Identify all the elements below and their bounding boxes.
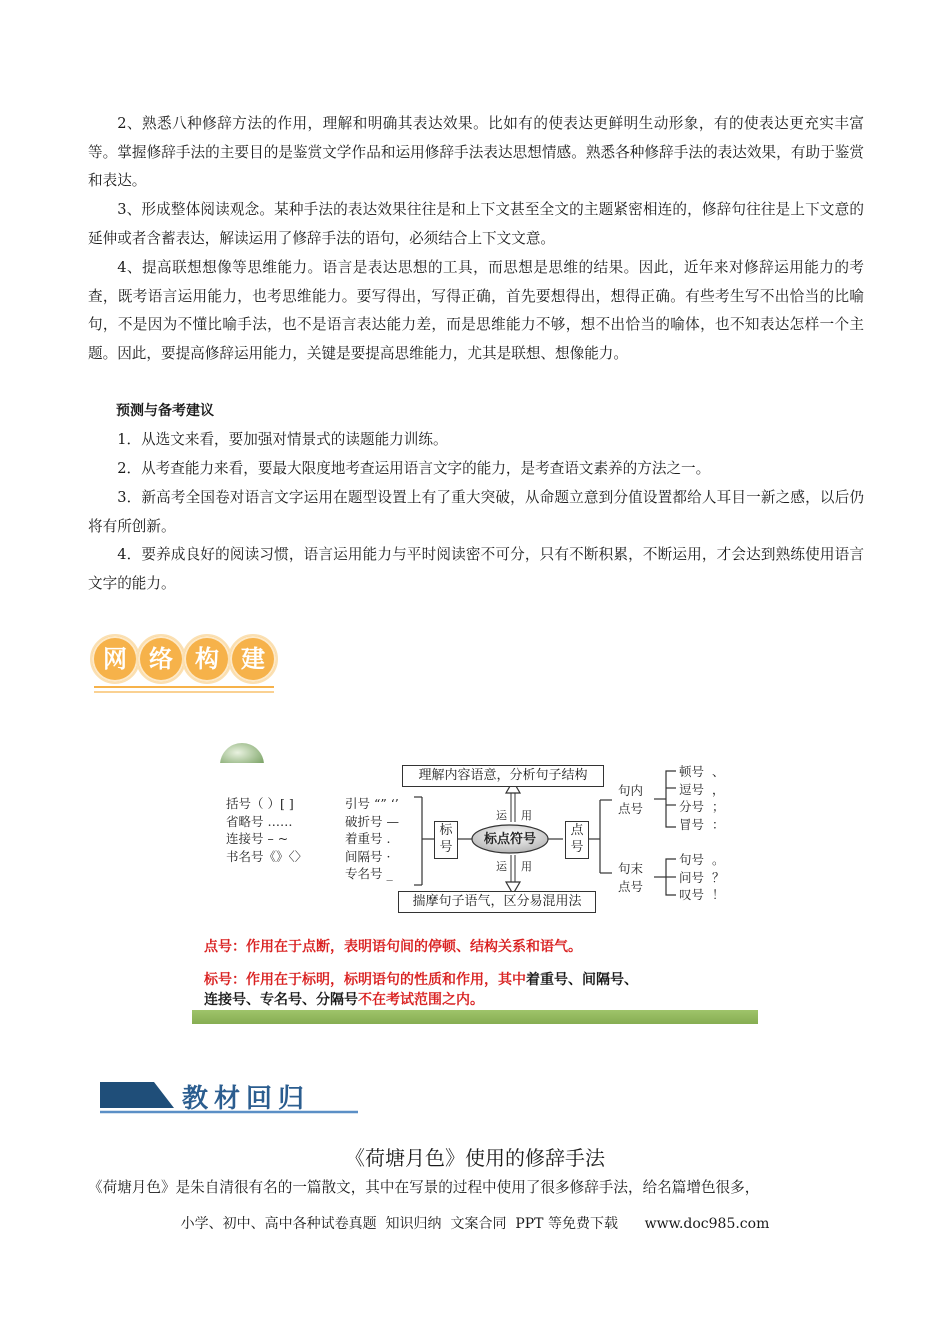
- sentence-end-label: 句末 点号: [618, 861, 644, 894]
- banner-char-3: 构: [182, 634, 232, 684]
- paragraph-2: 2、熟悉八种修辞方法的作用，理解和明确其表达效果。比如有的使表达更鲜明生动形象，有的使表达更充实丰富等。掌握修辞手法的主要目的是鉴赏文学作品和运用修辞手法表达思想情感。熟悉各种修辞手法的表达效果，有助于鉴赏和表达。: [88, 115, 864, 190]
- paragraph-3: 3、形成整体阅读观念。某种手法的表达效果往往是和上下文甚至全文的主题紧密相连的，修辞句往往是上下文意的延伸或者含蓄表达，解读运用了修辞手法的语句，必须结合上下文文意。: [88, 201, 864, 247]
- far-left-list: 括号（ ）[ ] 省略号 …… 连接号 – ~ 书名号《》〈〉: [226, 796, 308, 864]
- banner-underline-2: [94, 691, 274, 693]
- arrow-label-bottom-2: 用: [521, 860, 532, 873]
- arrow-label-bottom-1: 运: [496, 860, 507, 873]
- footer-text: 小学、初中、高中各种试卷真题 知识归纳 文案合同 PPT 等免费下载 www.doc985.com: [180, 1216, 770, 1232]
- arrow-label-top-2: 用: [521, 809, 532, 822]
- inner-punct-list: 顿号 、 逗号 ， 分号 ； 冒号 ：: [679, 764, 725, 832]
- banner-char-1: 网: [90, 634, 140, 684]
- prediction-item-3: 3．新高考全国卷对语言文字运用在题型设置上有了重大突破，从命题立意到分值设置都给人耳目一新之感，以后仍将有所创新。: [88, 489, 864, 535]
- diagram-green-bar: [192, 1010, 758, 1024]
- prediction-item-4: 4．要养成良好的阅读习惯，语言运用能力与平时阅读密不可分，只有不断积累，不断运用，才会达到熟练使用语言文字的能力。: [88, 546, 864, 592]
- textbook-banner-text: 教材回归: [182, 1084, 311, 1114]
- prediction-heading: 预测与备考建议: [116, 403, 214, 419]
- arrow-label-top-1: 运: [496, 809, 507, 822]
- section-title: 《荷塘月色》使用的修辞手法: [345, 1146, 605, 1170]
- punctuation-diagram: [192, 725, 758, 1025]
- network-banner: [90, 634, 290, 694]
- sentence-inner-label: 句内 点号: [618, 783, 644, 816]
- dianhao-box: 点 号: [565, 821, 589, 859]
- mid-left-list: 引号 “” ‘’ 破折号 — 着重号 . 间隔号 · 专名号 _: [345, 796, 399, 881]
- textbook-banner: [98, 1076, 360, 1118]
- intro-paragraph: 《荷塘月色》是朱自清很有名的一篇散文，其中在写景的过程中使用了很多修辞手法，给名篇增色很多，: [88, 1179, 760, 1196]
- end-punct-list: 句号 。 问号 ？ 叹号 ！: [679, 852, 725, 902]
- banner-underline: [94, 686, 274, 688]
- note-biaohao-line1: 标号：作用在于标明，标明语句的性质和作用，其中着重号、间隔号、: [204, 972, 638, 988]
- bottom-box: 揣摩句子语气，区分易混用法: [398, 891, 596, 913]
- paragraph-4: 4、提高联想想像等思维能力。语言是表达思想的工具，而思想是思维的结果。因此，近年来对修辞运用能力的考查，既考语言运用能力，也考思维能力。要写得出，写得正确，首先要想得出，想得正确。有些考生写不出恰当的比喻句，不是因为不懂比喻手法，也不是语言表达能力差，而是思维能力不够，想不出恰当的喻体，也不知表达怎样一个主题。因此，要提高修辞运用能力，关键是要提高思维能力，尤其是联想、想像能力。: [88, 259, 864, 362]
- banner-char-4: 建: [228, 634, 278, 684]
- prediction-item-2: 2．从考查能力来看，要最大限度地考查运用语言文字的能力，是考查语文素养的方法之一。: [117, 460, 711, 477]
- top-box: 理解内容语意，分析句子结构: [402, 765, 604, 787]
- biaohao-box: 标 号: [434, 821, 458, 859]
- note-biaohao-line2: 连接号、专名号、分隔号不在考试范围之内。: [204, 992, 484, 1008]
- center-label: 标点符号: [483, 832, 536, 847]
- banner-char-2: 络: [136, 634, 186, 684]
- note-dianhao: 点号：作用在于点断，表明语句间的停顿、结构关系和语气。: [204, 939, 582, 955]
- prediction-item-1: 1．从选文来看，要加强对情景式的读题能力训练。: [117, 431, 448, 448]
